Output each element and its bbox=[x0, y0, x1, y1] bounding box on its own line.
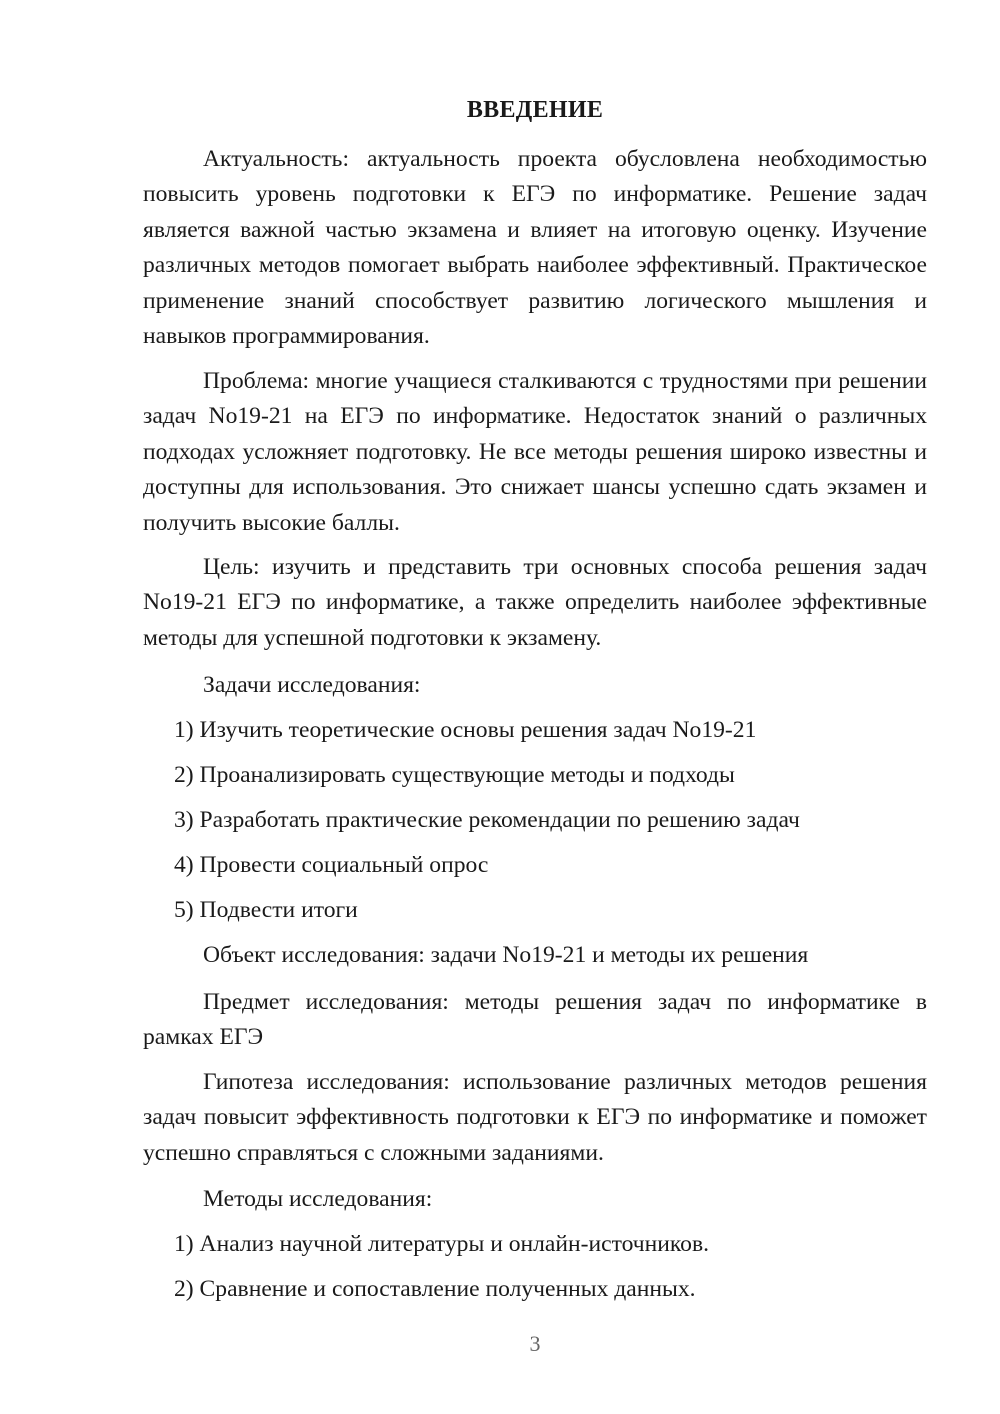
methods-heading: Методы исследования: bbox=[203, 1186, 433, 1212]
task-item: 5) Подвести итоги bbox=[174, 897, 358, 923]
method-item: 2) Сравнение и сопоставление полученных данных. bbox=[174, 1276, 696, 1302]
tasks-heading: Задачи исследования: bbox=[203, 672, 421, 698]
subject-paragraph: Предмет исследования: методы решения задач по информатике в рамках ЕГЭ bbox=[143, 989, 927, 1051]
task-item: 3) Разработать практические рекомендации по решению задач bbox=[174, 807, 800, 833]
method-item: 1) Анализ научной литературы и онлайн-источников. bbox=[174, 1231, 710, 1257]
hypothesis-paragraph: Гипотеза исследования: использование различных методов решения задач повысит эффективность подготовки к ЕГЭ по информатике и поможет успешно справляться с сложными заданиями. bbox=[143, 1069, 927, 1166]
page-number: 3 bbox=[529, 1331, 541, 1356]
section-heading: ВВЕДЕНИЕ bbox=[466, 97, 604, 123]
task-item: 4) Провести социальный опрос bbox=[174, 852, 489, 878]
task-item: 2) Проанализировать существующие методы и подходы bbox=[174, 762, 735, 788]
object-paragraph: Объект исследования: задачи No19-21 и методы их решения bbox=[203, 942, 809, 968]
problem-paragraph: Проблема: многие учащиеся сталкиваются с трудностями при решении задач No19-21 на ЕГЭ по информатике. Недостаток знаний о различных подходах усложняет подготовку. Не все методы решения широко известны и доступны для использования. Это снижает шансы успешно сдать экзамен и получить высокие баллы. bbox=[143, 368, 927, 536]
relevance-paragraph: Актуальность: актуальность проекта обусловлена необходимостью повысить уровень подготовки к ЕГЭ по информатике. Решение задач является важной частью экзамена и влияет на итоговую оценку. Изучение различных методов помогает выбрать наиболее эффективный. Практическое применение знаний способствует развитию логического мышления и навыков программирования. bbox=[143, 146, 927, 350]
task-item: 1) Изучить теоретические основы решения задач No19-21 bbox=[174, 717, 757, 743]
goal-paragraph: Цель: изучить и представить три основных способа решения задач No19-21 ЕГЭ по информатике, а также определить наиболее эффективные методы для успешной подготовки к экзамену. bbox=[143, 554, 927, 651]
